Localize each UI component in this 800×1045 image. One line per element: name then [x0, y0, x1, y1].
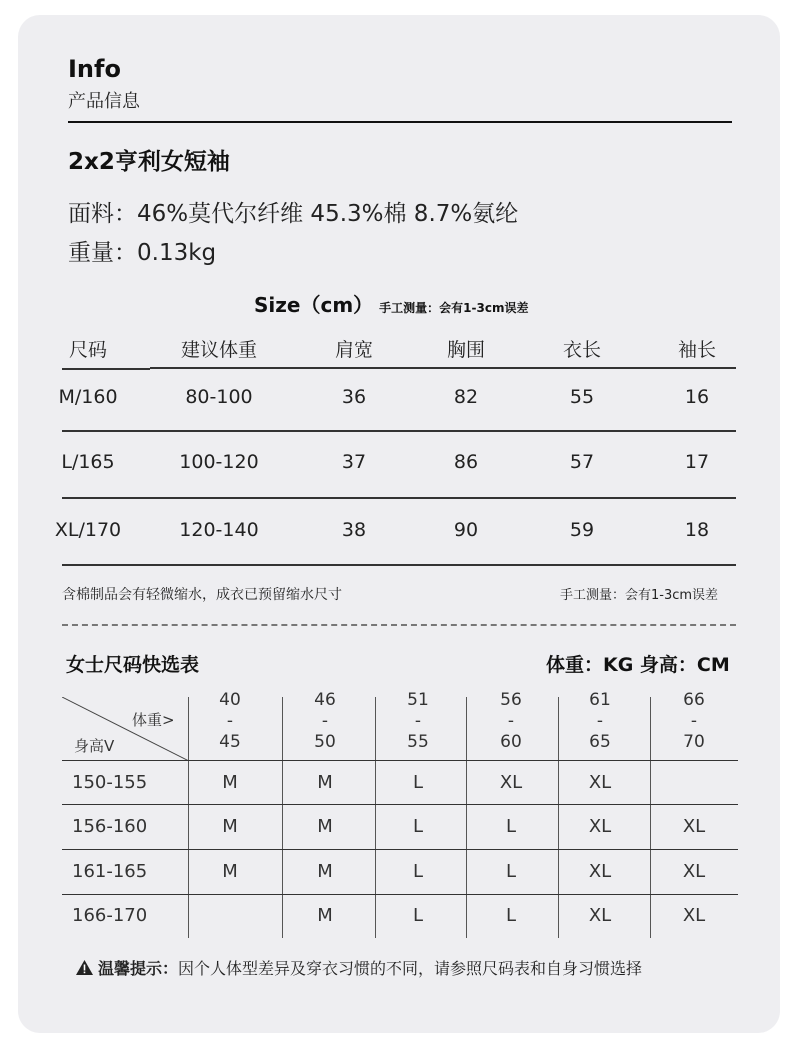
product-name: 2x2亨利女短袖 [68, 149, 230, 175]
height-range-label: 166-170 [72, 905, 148, 926]
size-recommendation: XL [682, 816, 706, 837]
size-col-header: 肩宽 [334, 339, 373, 361]
warning-icon [76, 960, 93, 975]
size-recommendation: XL [588, 816, 612, 837]
size-recommendation: L [412, 861, 424, 882]
size-recommendation: M [317, 772, 333, 793]
size-recommendation: XL [499, 772, 523, 793]
weight-range-to: 50 [314, 732, 336, 752]
size-recommendation: M [317, 905, 333, 926]
size-recommendation: XL [682, 905, 706, 926]
grid-column-line [282, 697, 283, 938]
size-row-divider [62, 430, 736, 432]
size-recommendation: L [505, 861, 517, 882]
quick-select-units: 体重：KG 身高：CM [546, 654, 730, 676]
size-row-divider [150, 367, 736, 369]
weight-range-sep: - [226, 711, 234, 731]
size-recommendation: XL [588, 905, 612, 926]
section-divider [62, 624, 736, 626]
weight-range-header [654, 690, 734, 753]
weight-range-from: 40 [219, 690, 241, 710]
grid-row-line [62, 849, 738, 850]
size-cell: 17 [684, 451, 710, 473]
header-divider [68, 121, 732, 123]
corner-weight-label: 体重> [132, 711, 175, 729]
size-recommendation: M [222, 772, 238, 793]
grid-row-line [62, 804, 738, 805]
size-cell: M/160 [58, 386, 118, 408]
size-cell: 38 [341, 519, 367, 541]
size-col-header: 胸围 [446, 339, 485, 361]
size-cell: 86 [453, 451, 479, 473]
weight-range-to: 60 [500, 732, 522, 752]
weight-range-to: 65 [589, 732, 611, 752]
size-recommendation: L [505, 816, 517, 837]
corner-height-label: 身高V [74, 737, 115, 755]
size-cell: 36 [341, 386, 367, 408]
grid-column-line [375, 697, 376, 938]
size-cell: 100-120 [179, 451, 259, 473]
size-cell: 16 [684, 386, 710, 408]
size-recommendation: M [222, 861, 238, 882]
notice-label: 温馨提示： [98, 959, 179, 978]
height-range-label: 161-165 [72, 861, 148, 882]
weight-range-from: 56 [500, 690, 522, 710]
grid-column-line [188, 697, 189, 938]
size-recommendation: M [317, 861, 333, 882]
weight-range-sep: - [414, 711, 422, 731]
quick-select-title: 女士尺码快选表 [66, 654, 200, 676]
size-row-divider [62, 564, 736, 566]
weight-range-from: 46 [314, 690, 336, 710]
size-recommendation: L [412, 772, 424, 793]
product-fabric: 面料：46%莫代尔纤维 45.3%棉 8.7%氨纶 [68, 201, 519, 227]
size-title-text: Size（cm） [254, 293, 374, 317]
grid-row-line [62, 894, 738, 895]
size-col-header: 建议体重 [180, 339, 257, 361]
size-col-header: 衣长 [562, 339, 601, 361]
height-range-label: 156-160 [72, 816, 148, 837]
weight-range-header [378, 690, 458, 753]
weight-range-from: 61 [589, 690, 611, 710]
weight-range-sep: - [507, 711, 515, 731]
weight-range-header [560, 690, 640, 753]
measure-footnote: 手工测量：会有1-3cm误差 [560, 588, 719, 603]
size-cell: 55 [569, 386, 595, 408]
info-subtitle: 产品信息 [68, 91, 140, 112]
size-recommendation: L [505, 905, 517, 926]
info-title: Info [68, 55, 121, 83]
height-range-label: 150-155 [72, 772, 148, 793]
weight-range-header [285, 690, 365, 753]
size-recommendation: L [412, 816, 424, 837]
grid-column-line [558, 697, 559, 938]
size-recommendation: M [222, 816, 238, 837]
size-cell: 80-100 [185, 386, 253, 408]
size-cell: 90 [453, 519, 479, 541]
grid-column-line [466, 697, 467, 938]
grid-column-line [650, 697, 651, 938]
weight-range-from: 51 [407, 690, 429, 710]
weight-range-sep: - [321, 711, 329, 731]
size-col-header: 袖长 [677, 339, 716, 361]
grid-row-line [62, 760, 738, 761]
weight-range-from: 66 [683, 690, 705, 710]
size-recommendation: M [317, 816, 333, 837]
size-cell: 82 [453, 386, 479, 408]
weight-range-sep: - [690, 711, 698, 731]
size-row-divider [62, 368, 150, 370]
product-weight: 重量：0.13kg [68, 240, 217, 266]
size-cell: XL/170 [54, 519, 122, 541]
weight-range-to: 55 [407, 732, 429, 752]
notice-text: 因个人体型差异及穿衣习惯的不同，请参照尺码表和自身习惯选择 [178, 959, 643, 978]
notice [76, 956, 642, 979]
weight-range-to: 70 [683, 732, 705, 752]
weight-range-header [471, 690, 551, 753]
weight-range-sep: - [596, 711, 604, 731]
size-recommendation: XL [588, 861, 612, 882]
size-title-note: 手工测量：会有1-3cm误差 [379, 301, 529, 315]
size-table-title [254, 289, 528, 318]
weight-range-header [190, 690, 270, 753]
size-cell: 37 [341, 451, 367, 473]
size-cell: 57 [569, 451, 595, 473]
size-recommendation: XL [588, 772, 612, 793]
size-recommendation: L [412, 905, 424, 926]
size-row-divider [62, 497, 736, 499]
size-cell: 59 [569, 519, 595, 541]
weight-range-to: 45 [219, 732, 241, 752]
size-cell: 120-140 [179, 519, 259, 541]
size-cell: L/165 [61, 451, 115, 473]
size-recommendation: XL [682, 861, 706, 882]
shrink-footnote: 含棉制品会有轻微缩水，成衣已预留缩水尺寸 [62, 587, 342, 603]
size-col-header: 尺码 [68, 339, 107, 361]
size-cell: 18 [684, 519, 710, 541]
